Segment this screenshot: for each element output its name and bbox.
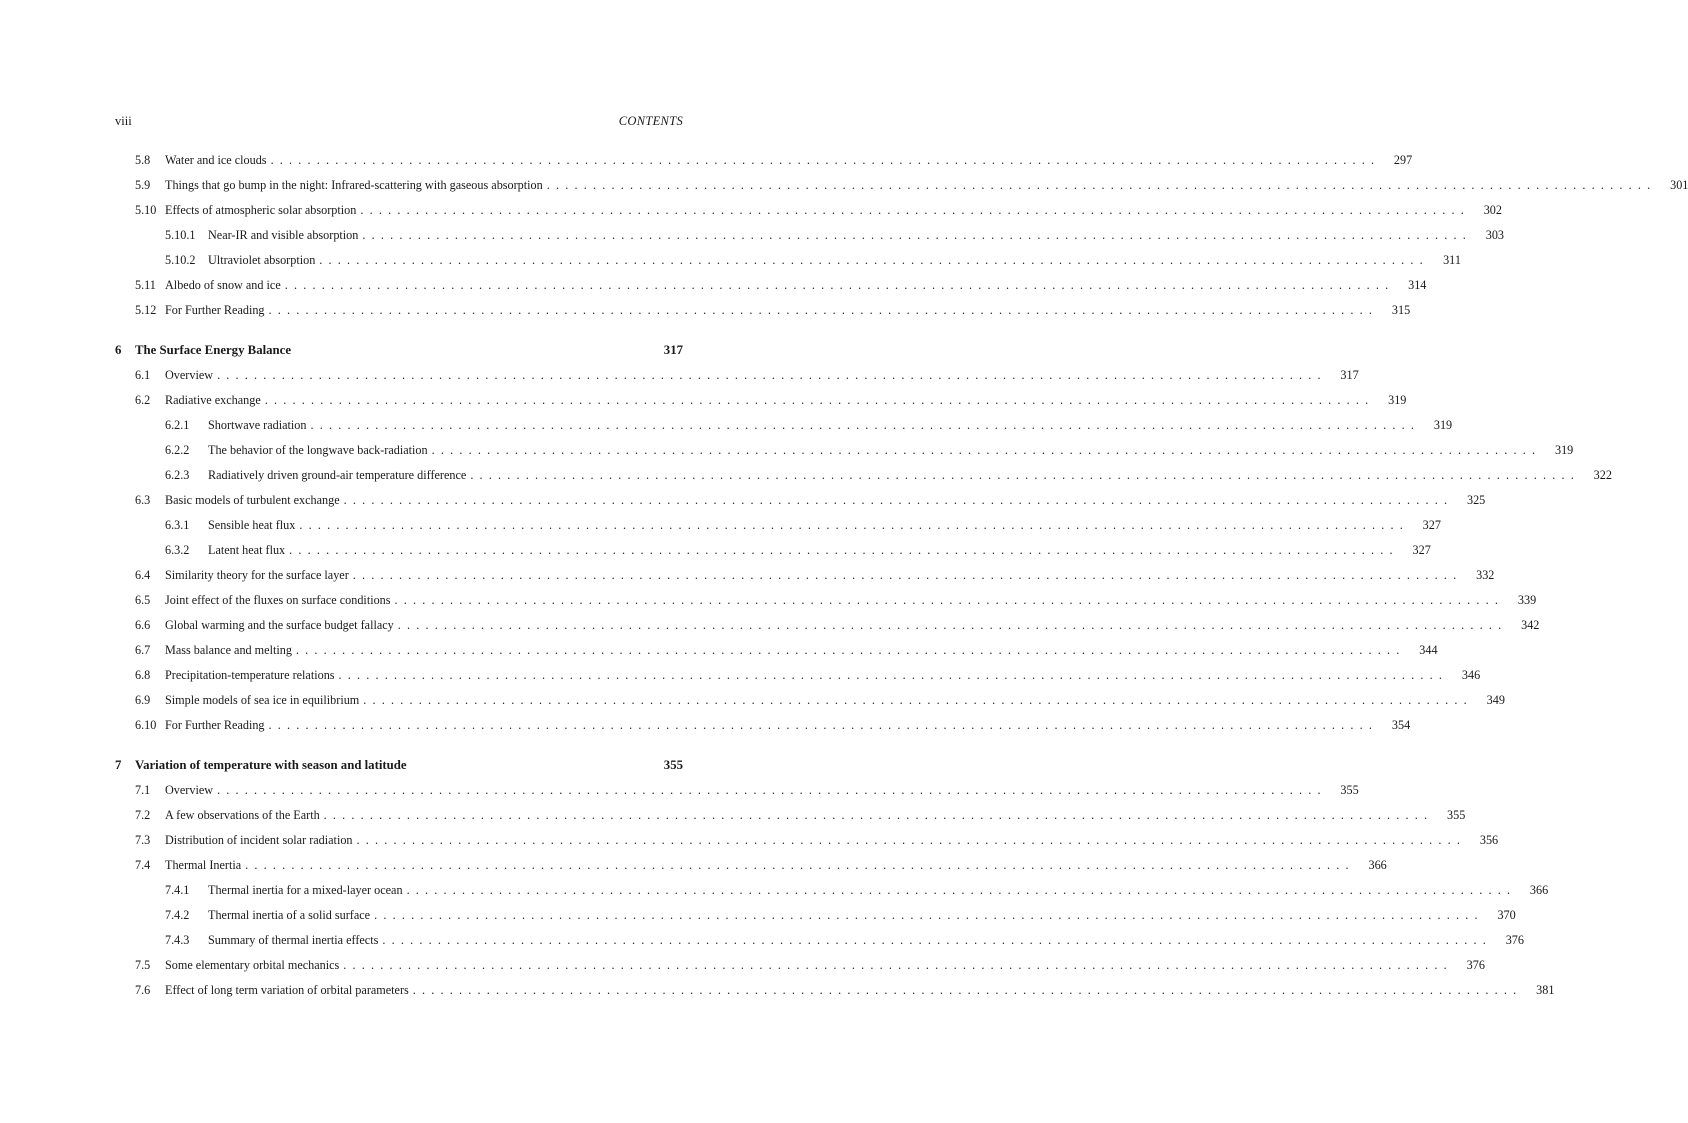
toc-dot-leader: ........................................................................................................................ bbox=[360, 203, 1470, 217]
toc-chapter-entry[interactable] bbox=[115, 753, 683, 778]
toc-dot-leader: ........................................................................................................................ bbox=[299, 518, 1409, 532]
toc-entry-title: Global warming and the surface budget fallacy bbox=[165, 618, 394, 632]
toc-entry-page: 355 bbox=[1340, 783, 1359, 797]
toc-section-entry[interactable] bbox=[115, 198, 1502, 223]
toc-section-entry[interactable] bbox=[115, 688, 1505, 713]
toc-entry-number: 6.3.1 bbox=[165, 518, 190, 532]
toc-section-entry[interactable] bbox=[115, 463, 1612, 488]
toc-dot-leader: ........................................................................................................................ bbox=[343, 958, 1453, 972]
toc-dot-leader: ........................................................................................................................ bbox=[270, 153, 1381, 167]
page-number-label: viii bbox=[115, 114, 132, 128]
toc-entry-title: Overview bbox=[165, 783, 214, 797]
toc-entry-page: 319 bbox=[1554, 443, 1574, 457]
toc-entry-page: 344 bbox=[1419, 643, 1438, 657]
toc-entry-title: Simple models of sea ice in equilibrium bbox=[165, 693, 360, 707]
toc-section-entry[interactable] bbox=[115, 173, 1688, 198]
table-of-contents bbox=[115, 148, 1688, 1003]
page-header bbox=[115, 114, 683, 129]
toc-dot-leader: ........................................................................................................................ bbox=[352, 568, 1463, 582]
toc-section-entry[interactable] bbox=[115, 363, 1359, 388]
toc-entry-title: Near-IR and visible absorption bbox=[208, 228, 359, 242]
toc-section-entry[interactable] bbox=[115, 828, 1499, 853]
toc-dot-leader: ........................................................................................................................ bbox=[406, 883, 1517, 897]
toc-dot-leader: ........................................................................................................................ bbox=[470, 468, 1580, 482]
toc-entry-title: Sensible heat flux bbox=[208, 518, 296, 532]
toc-entry-number: 6.7 bbox=[135, 643, 151, 657]
toc-entry-title: Precipitation-temperature relations bbox=[165, 668, 335, 682]
toc-entry-number: 7.4.1 bbox=[165, 883, 190, 897]
toc-entry-title: Effect of long term variation of orbital parameters bbox=[165, 983, 409, 997]
toc-entry-page: 346 bbox=[1461, 668, 1481, 682]
toc-dot-leader: ........................................................................................................................ bbox=[289, 543, 1399, 557]
toc-entry-page: 370 bbox=[1497, 908, 1516, 922]
toc-entry-title: Some elementary orbital mechanics bbox=[165, 958, 340, 972]
toc-entry-page: 317 bbox=[1340, 368, 1359, 382]
toc-entry-title: Overview bbox=[165, 368, 214, 382]
toc-entry-page: 319 bbox=[1388, 393, 1407, 407]
toc-entry-title: Things that go bump in the night: Infrared-scattering with gaseous absorption bbox=[165, 178, 543, 192]
toc-dot-leader: ........................................................................................................................ bbox=[268, 718, 1379, 732]
toc-entry-title: Thermal Inertia bbox=[165, 858, 242, 872]
toc-entry-page: 319 bbox=[1433, 418, 1453, 432]
toc-entry-page: 315 bbox=[1391, 303, 1411, 317]
toc-entry-number: 5.10.2 bbox=[165, 253, 196, 267]
toc-entry-page: 376 bbox=[1466, 958, 1485, 972]
toc-entry-page: 342 bbox=[1521, 618, 1540, 632]
toc-entry-number: 5.11 bbox=[135, 278, 156, 292]
toc-dot-leader: ........................................................................................................................ bbox=[356, 833, 1467, 847]
toc-entry-number: 6.3 bbox=[135, 493, 151, 507]
toc-entry-page: 376 bbox=[1505, 933, 1524, 947]
toc-entry-number: 7.5 bbox=[135, 958, 151, 972]
toc-section-entry[interactable] bbox=[115, 978, 1555, 1003]
toc-entry-number: 5.10 bbox=[135, 203, 157, 217]
toc-section-entry[interactable] bbox=[115, 713, 1411, 738]
toc-entry-title: Mass balance and melting bbox=[165, 643, 292, 657]
toc-dot-leader: ........................................................................................................................ bbox=[268, 303, 1379, 317]
toc-entry-number: 6.3.2 bbox=[165, 543, 190, 557]
toc-section-entry[interactable] bbox=[115, 778, 1359, 803]
toc-section-entry[interactable] bbox=[115, 223, 1504, 248]
toc-section-entry[interactable] bbox=[115, 878, 1549, 903]
toc-entry-number: 6.2.3 bbox=[165, 468, 190, 482]
toc-section-entry[interactable] bbox=[115, 538, 1431, 563]
toc-entry-title: Radiatively driven ground-air temperature difference bbox=[208, 468, 467, 482]
toc-entry-title: Radiative exchange bbox=[165, 393, 261, 407]
toc-dot-leader: ........................................................................................................................ bbox=[412, 983, 1523, 997]
toc-section-entry[interactable] bbox=[115, 488, 1486, 513]
toc-section-entry[interactable] bbox=[115, 663, 1481, 688]
toc-entry-title: Latent heat flux bbox=[208, 543, 286, 557]
toc-dot-leader: ........................................................................................................................ bbox=[284, 278, 1395, 292]
toc-entry-page: 317 bbox=[663, 343, 683, 357]
toc-section-entry[interactable] bbox=[115, 638, 1438, 663]
toc-entry-number: 6.8 bbox=[135, 668, 151, 682]
toc-entry-title: For Further Reading bbox=[165, 718, 265, 732]
toc-entry-number: 5.9 bbox=[135, 178, 151, 192]
toc-dot-leader: ........................................................................................................................ bbox=[295, 643, 1406, 657]
toc-entry-number: 6.4 bbox=[135, 568, 151, 582]
toc-dot-leader: ........................................................................................................................ bbox=[397, 618, 1508, 632]
toc-dot-leader: ........................................................................................................................ bbox=[394, 593, 1505, 607]
toc-entry-page: 366 bbox=[1368, 858, 1387, 872]
toc-entry-page: 339 bbox=[1517, 593, 1537, 607]
toc-entry-number: 7.4.3 bbox=[165, 933, 190, 947]
toc-entry-number: 7.1 bbox=[135, 783, 151, 797]
toc-entry-title: For Further Reading bbox=[165, 303, 265, 317]
toc-dot-leader: ........................................................................................................................ bbox=[374, 908, 1484, 922]
toc-entry-title: A few observations of the Earth bbox=[165, 808, 320, 822]
toc-section-entry[interactable] bbox=[115, 803, 1466, 828]
toc-entry-title: Effects of atmospheric solar absorption bbox=[165, 203, 357, 217]
toc-entry-page: 349 bbox=[1486, 693, 1505, 707]
toc-entry-number: 7.3 bbox=[135, 833, 151, 847]
toc-dot-leader: ........................................................................................................................ bbox=[363, 693, 1473, 707]
toc-section-entry[interactable] bbox=[115, 148, 1413, 173]
running-title: CONTENTS bbox=[618, 114, 683, 128]
toc-dot-leader: ........................................................................................................................ bbox=[264, 393, 1375, 407]
toc-entry-title: Ultraviolet absorption bbox=[208, 253, 316, 267]
toc-section-entry[interactable] bbox=[115, 248, 1461, 273]
toc-dot-leader: ........................................................................................................................ bbox=[323, 808, 1434, 822]
toc-entry-number: 7.4 bbox=[135, 858, 151, 872]
toc-chapter-entry[interactable] bbox=[115, 338, 683, 363]
toc-entry-page: 354 bbox=[1391, 718, 1411, 732]
toc-dot-leader: ........................................................................................................................ bbox=[245, 858, 1355, 872]
toc-entry-title: Variation of temperature with season and latitude bbox=[135, 758, 407, 772]
toc-section-entry[interactable] bbox=[115, 588, 1537, 613]
toc-dot-leader: ........................................................................................................................ bbox=[319, 253, 1429, 267]
toc-section-entry[interactable] bbox=[115, 388, 1407, 413]
toc-section-entry[interactable] bbox=[115, 953, 1485, 978]
toc-entry-page: 297 bbox=[1393, 153, 1413, 167]
toc-entry-page: 325 bbox=[1466, 493, 1486, 507]
toc-entry-number: 7.6 bbox=[135, 983, 151, 997]
toc-entry-page: 303 bbox=[1485, 228, 1504, 242]
toc-entry-page: 332 bbox=[1476, 568, 1495, 582]
toc-dot-leader: ........................................................................................................................ bbox=[217, 783, 1327, 797]
toc-entry-title: Basic models of turbulent exchange bbox=[165, 493, 340, 507]
toc-entry-page: 327 bbox=[1412, 543, 1431, 557]
toc-section-entry[interactable] bbox=[115, 438, 1574, 463]
toc-section-entry[interactable] bbox=[115, 613, 1540, 638]
toc-entry-page: 355 bbox=[663, 758, 683, 772]
toc-dot-leader: ........................................................................................................................ bbox=[546, 178, 1657, 192]
toc-entry-title: Thermal inertia of a solid surface bbox=[208, 908, 371, 922]
toc-entry-title: Distribution of incident solar radiation bbox=[165, 833, 353, 847]
toc-dot-leader: ........................................................................................................................ bbox=[343, 493, 1454, 507]
toc-dot-leader: ........................................................................................................................ bbox=[310, 418, 1421, 432]
toc-dot-leader: ........................................................................................................................ bbox=[362, 228, 1472, 242]
toc-entry-number: 7.2 bbox=[135, 808, 151, 822]
toc-entry-page: 355 bbox=[1447, 808, 1466, 822]
toc-entry-page: 327 bbox=[1422, 518, 1441, 532]
toc-section-entry[interactable] bbox=[115, 563, 1495, 588]
toc-entry-title: Summary of thermal inertia effects bbox=[208, 933, 379, 947]
toc-entry-number: 6.10 bbox=[135, 718, 157, 732]
toc-entry-page: 366 bbox=[1529, 883, 1549, 897]
toc-entry-page: 322 bbox=[1593, 468, 1612, 482]
toc-section-entry[interactable] bbox=[115, 928, 1524, 953]
toc-entry-number: 6.6 bbox=[135, 618, 151, 632]
toc-entry-title: Similarity theory for the surface layer bbox=[165, 568, 349, 582]
toc-entry-number: 6.9 bbox=[135, 693, 151, 707]
toc-entry-number: 6.2.2 bbox=[165, 443, 190, 457]
toc-entry-number: 6 bbox=[115, 343, 122, 357]
toc-entry-title: Shortwave radiation bbox=[208, 418, 307, 432]
toc-entry-number: 6.5 bbox=[135, 593, 151, 607]
toc-section-entry[interactable] bbox=[115, 413, 1453, 438]
toc-section-entry[interactable] bbox=[115, 853, 1387, 878]
toc-dot-leader: ........................................................................................................................ bbox=[338, 668, 1449, 682]
toc-section-entry[interactable] bbox=[115, 903, 1516, 928]
toc-entry-page: 314 bbox=[1408, 278, 1427, 292]
toc-section-entry[interactable] bbox=[115, 513, 1441, 538]
toc-dot-leader: ........................................................................................................................ bbox=[431, 443, 1542, 457]
toc-entry-title: Water and ice clouds bbox=[165, 153, 267, 167]
toc-entry-number: 5.8 bbox=[135, 153, 151, 167]
toc-entry-number: 6.2.1 bbox=[165, 418, 190, 432]
toc-dot-leader: ........................................................................................................................ bbox=[382, 933, 1492, 947]
toc-entry-page: 302 bbox=[1483, 203, 1502, 217]
toc-entry-title: Thermal inertia for a mixed-layer ocean bbox=[208, 883, 403, 897]
toc-entry-number: 5.12 bbox=[135, 303, 157, 317]
toc-entry-page: 311 bbox=[1443, 253, 1461, 267]
toc-entry-number: 6.2 bbox=[135, 393, 151, 407]
toc-entry-number: 6.1 bbox=[135, 368, 151, 382]
toc-dot-leader: ........................................................................................................................ bbox=[217, 368, 1327, 382]
toc-entry-page: 301 bbox=[1670, 178, 1688, 192]
toc-entry-page: 381 bbox=[1536, 983, 1555, 997]
toc-entry-number: 7 bbox=[115, 758, 122, 772]
toc-entry-number: 7.4.2 bbox=[165, 908, 190, 922]
toc-section-entry[interactable] bbox=[115, 273, 1427, 298]
toc-entry-title: Albedo of snow and ice bbox=[165, 278, 281, 292]
toc-entry-title: The Surface Energy Balance bbox=[135, 343, 292, 357]
toc-entry-number: 5.10.1 bbox=[165, 228, 196, 242]
toc-entry-page: 356 bbox=[1479, 833, 1499, 847]
toc-entry-title: Joint effect of the fluxes on surface conditions bbox=[165, 593, 391, 607]
toc-entry-title: The behavior of the longwave back-radiation bbox=[208, 443, 428, 457]
toc-section-entry[interactable] bbox=[115, 298, 1411, 323]
